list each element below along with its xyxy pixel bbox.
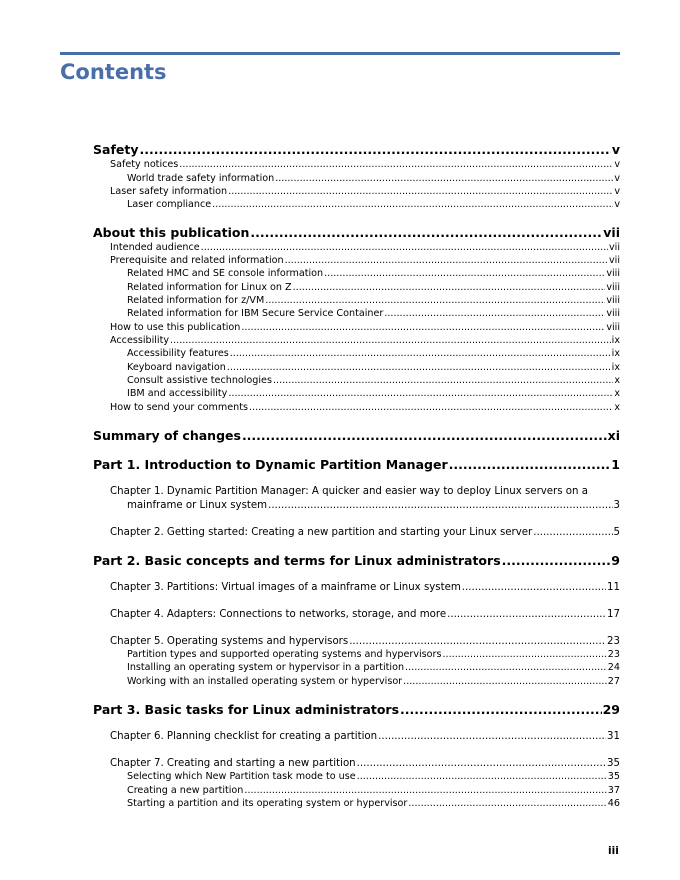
toc-entry-title: Part 2. Basic concepts and terms for Linux administrators xyxy=(93,553,501,568)
toc-entry-page: 27 xyxy=(607,676,620,687)
toc-leader-dots xyxy=(293,282,606,293)
toc-entry[interactable] xyxy=(127,649,620,660)
toc-entry[interactable] xyxy=(93,428,620,443)
toc-entry[interactable] xyxy=(127,375,620,386)
toc-entry-title: Safety notices xyxy=(110,159,179,170)
toc-entry-page: 9 xyxy=(611,553,620,568)
toc-leader-dots xyxy=(357,771,607,782)
toc-entry[interactable] xyxy=(110,335,620,346)
toc-leader-dots xyxy=(462,582,606,593)
toc-entry-page: 35 xyxy=(607,771,620,782)
toc-entry[interactable] xyxy=(110,159,620,170)
toc-entry-page: vii xyxy=(603,225,620,240)
toc-leader-dots xyxy=(249,402,613,413)
toc-entry-title: Chapter 7. Creating and starting a new partition xyxy=(110,758,356,769)
toc-entry[interactable] xyxy=(127,308,620,319)
page-title: Contents xyxy=(60,60,167,84)
toc-entry-title: Part 1. Introduction to Dynamic Partition Manager xyxy=(93,457,448,472)
toc-entry-title: Related HMC and SE console information xyxy=(127,268,324,279)
toc-leader-dots xyxy=(228,388,613,399)
toc-entry-page: 35 xyxy=(607,758,620,769)
toc-entry-title: Related information for Linux on Z xyxy=(127,282,292,293)
toc-entry-title: World trade safety information xyxy=(127,173,275,184)
toc-leader-dots xyxy=(170,335,611,346)
toc-leader-dots xyxy=(227,362,611,373)
toc-entry-page: viii xyxy=(606,268,620,279)
toc-leader-dots xyxy=(357,758,606,769)
toc-entry-page: viii xyxy=(606,295,620,306)
toc-entry-title: Working with an installed operating system or hypervisor xyxy=(127,676,403,687)
toc-leader-dots xyxy=(244,785,606,796)
toc-entry-title: Related information for IBM Secure Service Container xyxy=(127,308,384,319)
toc-entry-page: viii xyxy=(606,282,620,293)
toc-entry[interactable] xyxy=(127,295,620,306)
toc-entry-title: Consult assistive technologies xyxy=(127,375,272,386)
toc-entry[interactable] xyxy=(127,268,620,279)
toc-leader-dots xyxy=(502,553,611,568)
toc-entry-page: 31 xyxy=(607,731,620,742)
toc-entry-page: vii xyxy=(608,255,620,266)
toc-leader-dots xyxy=(275,173,613,184)
toc-leader-dots xyxy=(533,527,612,538)
toc-entry-title: Partition types and supported operating systems and hypervisors xyxy=(127,649,442,660)
toc-entry-page: 46 xyxy=(607,798,620,809)
toc-entry[interactable] xyxy=(110,255,620,266)
toc-entry-page: 23 xyxy=(607,636,620,647)
toc-leader-dots xyxy=(268,500,612,511)
toc-entry-title: Keyboard navigation xyxy=(127,362,226,373)
toc-entry[interactable] xyxy=(93,457,620,472)
toc-entry-title: Safety xyxy=(93,142,139,157)
toc-entry-page: viii xyxy=(606,322,620,333)
toc-entry[interactable] xyxy=(127,282,620,293)
toc-entry-page: ix xyxy=(611,362,620,373)
toc-entry-page: 17 xyxy=(607,609,620,620)
toc-entry[interactable] xyxy=(110,402,620,413)
toc-entry[interactable] xyxy=(127,798,620,809)
toc-entry-page: 29 xyxy=(602,702,620,717)
toc-entry-page: 5 xyxy=(613,527,620,538)
toc-entry-page: xi xyxy=(607,428,620,443)
toc-entry[interactable] xyxy=(127,173,620,184)
toc-entry-page: v xyxy=(614,186,620,197)
toc-chapter-1-first-line: Chapter 1. Dynamic Partition Manager: A quicker and easier way to deploy Linux servers on a xyxy=(110,486,588,497)
toc-entry[interactable] xyxy=(110,731,620,742)
toc-entry-page: ix xyxy=(611,335,620,346)
toc-entry[interactable] xyxy=(93,702,620,717)
toc-leader-dots xyxy=(201,242,608,253)
toc-entry-title: Laser compliance xyxy=(127,199,212,210)
toc-leader-dots xyxy=(241,322,605,333)
toc-entry[interactable] xyxy=(110,242,620,253)
toc-entry-title: Chapter 5. Operating systems and hypervisors xyxy=(110,636,349,647)
toc-entry-page: v xyxy=(614,173,620,184)
toc-entry-title: Part 3. Basic tasks for Linux administrators xyxy=(93,702,400,717)
toc-entry[interactable] xyxy=(127,662,620,673)
toc-entry[interactable] xyxy=(127,785,620,796)
toc-leader-dots xyxy=(447,609,606,620)
toc-leader-dots xyxy=(230,348,611,359)
toc-entry[interactable] xyxy=(110,582,620,593)
toc-entry-title: IBM and accessibility xyxy=(127,388,228,399)
toc-entry[interactable] xyxy=(127,771,620,782)
toc-entry-title: How to send your comments xyxy=(110,402,248,413)
toc-entry[interactable] xyxy=(110,186,620,197)
toc-entry[interactable] xyxy=(127,362,620,373)
toc-entry[interactable] xyxy=(127,676,620,687)
toc-entry-title: Prerequisite and related information xyxy=(110,255,284,266)
toc-leader-dots xyxy=(324,268,605,279)
toc-entry-title: Chapter 6. Planning checklist for creating a partition xyxy=(110,731,378,742)
toc-entry[interactable] xyxy=(127,388,620,399)
toc-leader-dots xyxy=(139,142,610,157)
page-number: iii xyxy=(608,845,619,857)
toc-entry[interactable] xyxy=(93,553,620,568)
toc-entry-title: Starting a partition and its operating system or hypervisor xyxy=(127,798,408,809)
toc-leader-dots xyxy=(349,636,606,647)
toc-entry-title: Accessibility xyxy=(110,335,170,346)
toc-entry-page: 37 xyxy=(607,785,620,796)
toc-entry[interactable] xyxy=(127,199,620,210)
toc-entry-page: 3 xyxy=(613,500,620,511)
toc-entry-page: 11 xyxy=(607,582,620,593)
toc-leader-dots xyxy=(449,457,611,472)
toc-entry-page: x xyxy=(614,402,620,413)
toc-entry[interactable] xyxy=(127,500,620,511)
toc-entry-title: Laser safety information xyxy=(110,186,228,197)
toc-leader-dots xyxy=(400,702,602,717)
toc-entry-page: v xyxy=(614,199,620,210)
toc-entry-page: x xyxy=(614,388,620,399)
toc-leader-dots xyxy=(384,308,605,319)
header-rule xyxy=(60,52,620,55)
toc-entry[interactable] xyxy=(127,348,620,359)
toc-leader-dots xyxy=(242,428,607,443)
toc-leader-dots xyxy=(179,159,613,170)
toc-leader-dots xyxy=(228,186,613,197)
toc-entry-page: 23 xyxy=(607,649,620,660)
toc-entry-title: Chapter 3. Partitions: Virtual images of a mainframe or Linux system xyxy=(110,582,461,593)
toc-entry-title: Summary of changes xyxy=(93,428,241,443)
toc-entry-page: 1 xyxy=(611,457,620,472)
toc-leader-dots xyxy=(378,731,606,742)
toc-entry-page: viii xyxy=(606,308,620,319)
toc-entry-title: About this publication xyxy=(93,225,250,240)
toc-entry-title: Related information for z/VM xyxy=(127,295,265,306)
toc-leader-dots xyxy=(403,676,607,687)
toc-entry[interactable] xyxy=(110,527,620,538)
toc-entry-title: Chapter 2. Getting started: Creating a new partition and starting your Linux server xyxy=(110,527,533,538)
toc-leader-dots xyxy=(250,225,602,240)
toc-entry-page: v xyxy=(611,142,620,157)
toc-entry-page: x xyxy=(614,375,620,386)
toc-entry[interactable] xyxy=(93,225,620,240)
toc-leader-dots xyxy=(265,295,605,306)
toc-leader-dots xyxy=(285,255,608,266)
toc-entry[interactable] xyxy=(110,636,620,647)
toc-entry-title: Installing an operating system or hypervisor in a partition xyxy=(127,662,405,673)
toc-entry-title: Intended audience xyxy=(110,242,200,253)
toc-entry-title: Selecting which New Partition task mode to use xyxy=(127,771,356,782)
toc-entry-page: v xyxy=(614,159,620,170)
toc-leader-dots xyxy=(408,798,606,809)
toc-entry-title: Creating a new partition xyxy=(127,785,244,796)
toc-entry-page: 24 xyxy=(607,662,620,673)
toc-leader-dots xyxy=(405,662,607,673)
toc-leader-dots xyxy=(212,199,613,210)
toc-leader-dots xyxy=(443,649,607,660)
toc-entry-title: How to use this publication xyxy=(110,322,241,333)
toc-leader-dots xyxy=(273,375,613,386)
toc-entry[interactable] xyxy=(93,142,620,157)
toc-entry-title: mainframe or Linux system xyxy=(127,500,268,511)
toc-entry[interactable] xyxy=(110,322,620,333)
toc-entry-title: Chapter 4. Adapters: Connections to networks, storage, and more xyxy=(110,609,447,620)
toc-entry-page: ix xyxy=(611,348,620,359)
toc-entry-page: vii xyxy=(608,242,620,253)
toc-entry-title: Accessibility features xyxy=(127,348,229,359)
toc-entry[interactable] xyxy=(110,758,620,769)
toc-entry[interactable] xyxy=(110,609,620,620)
